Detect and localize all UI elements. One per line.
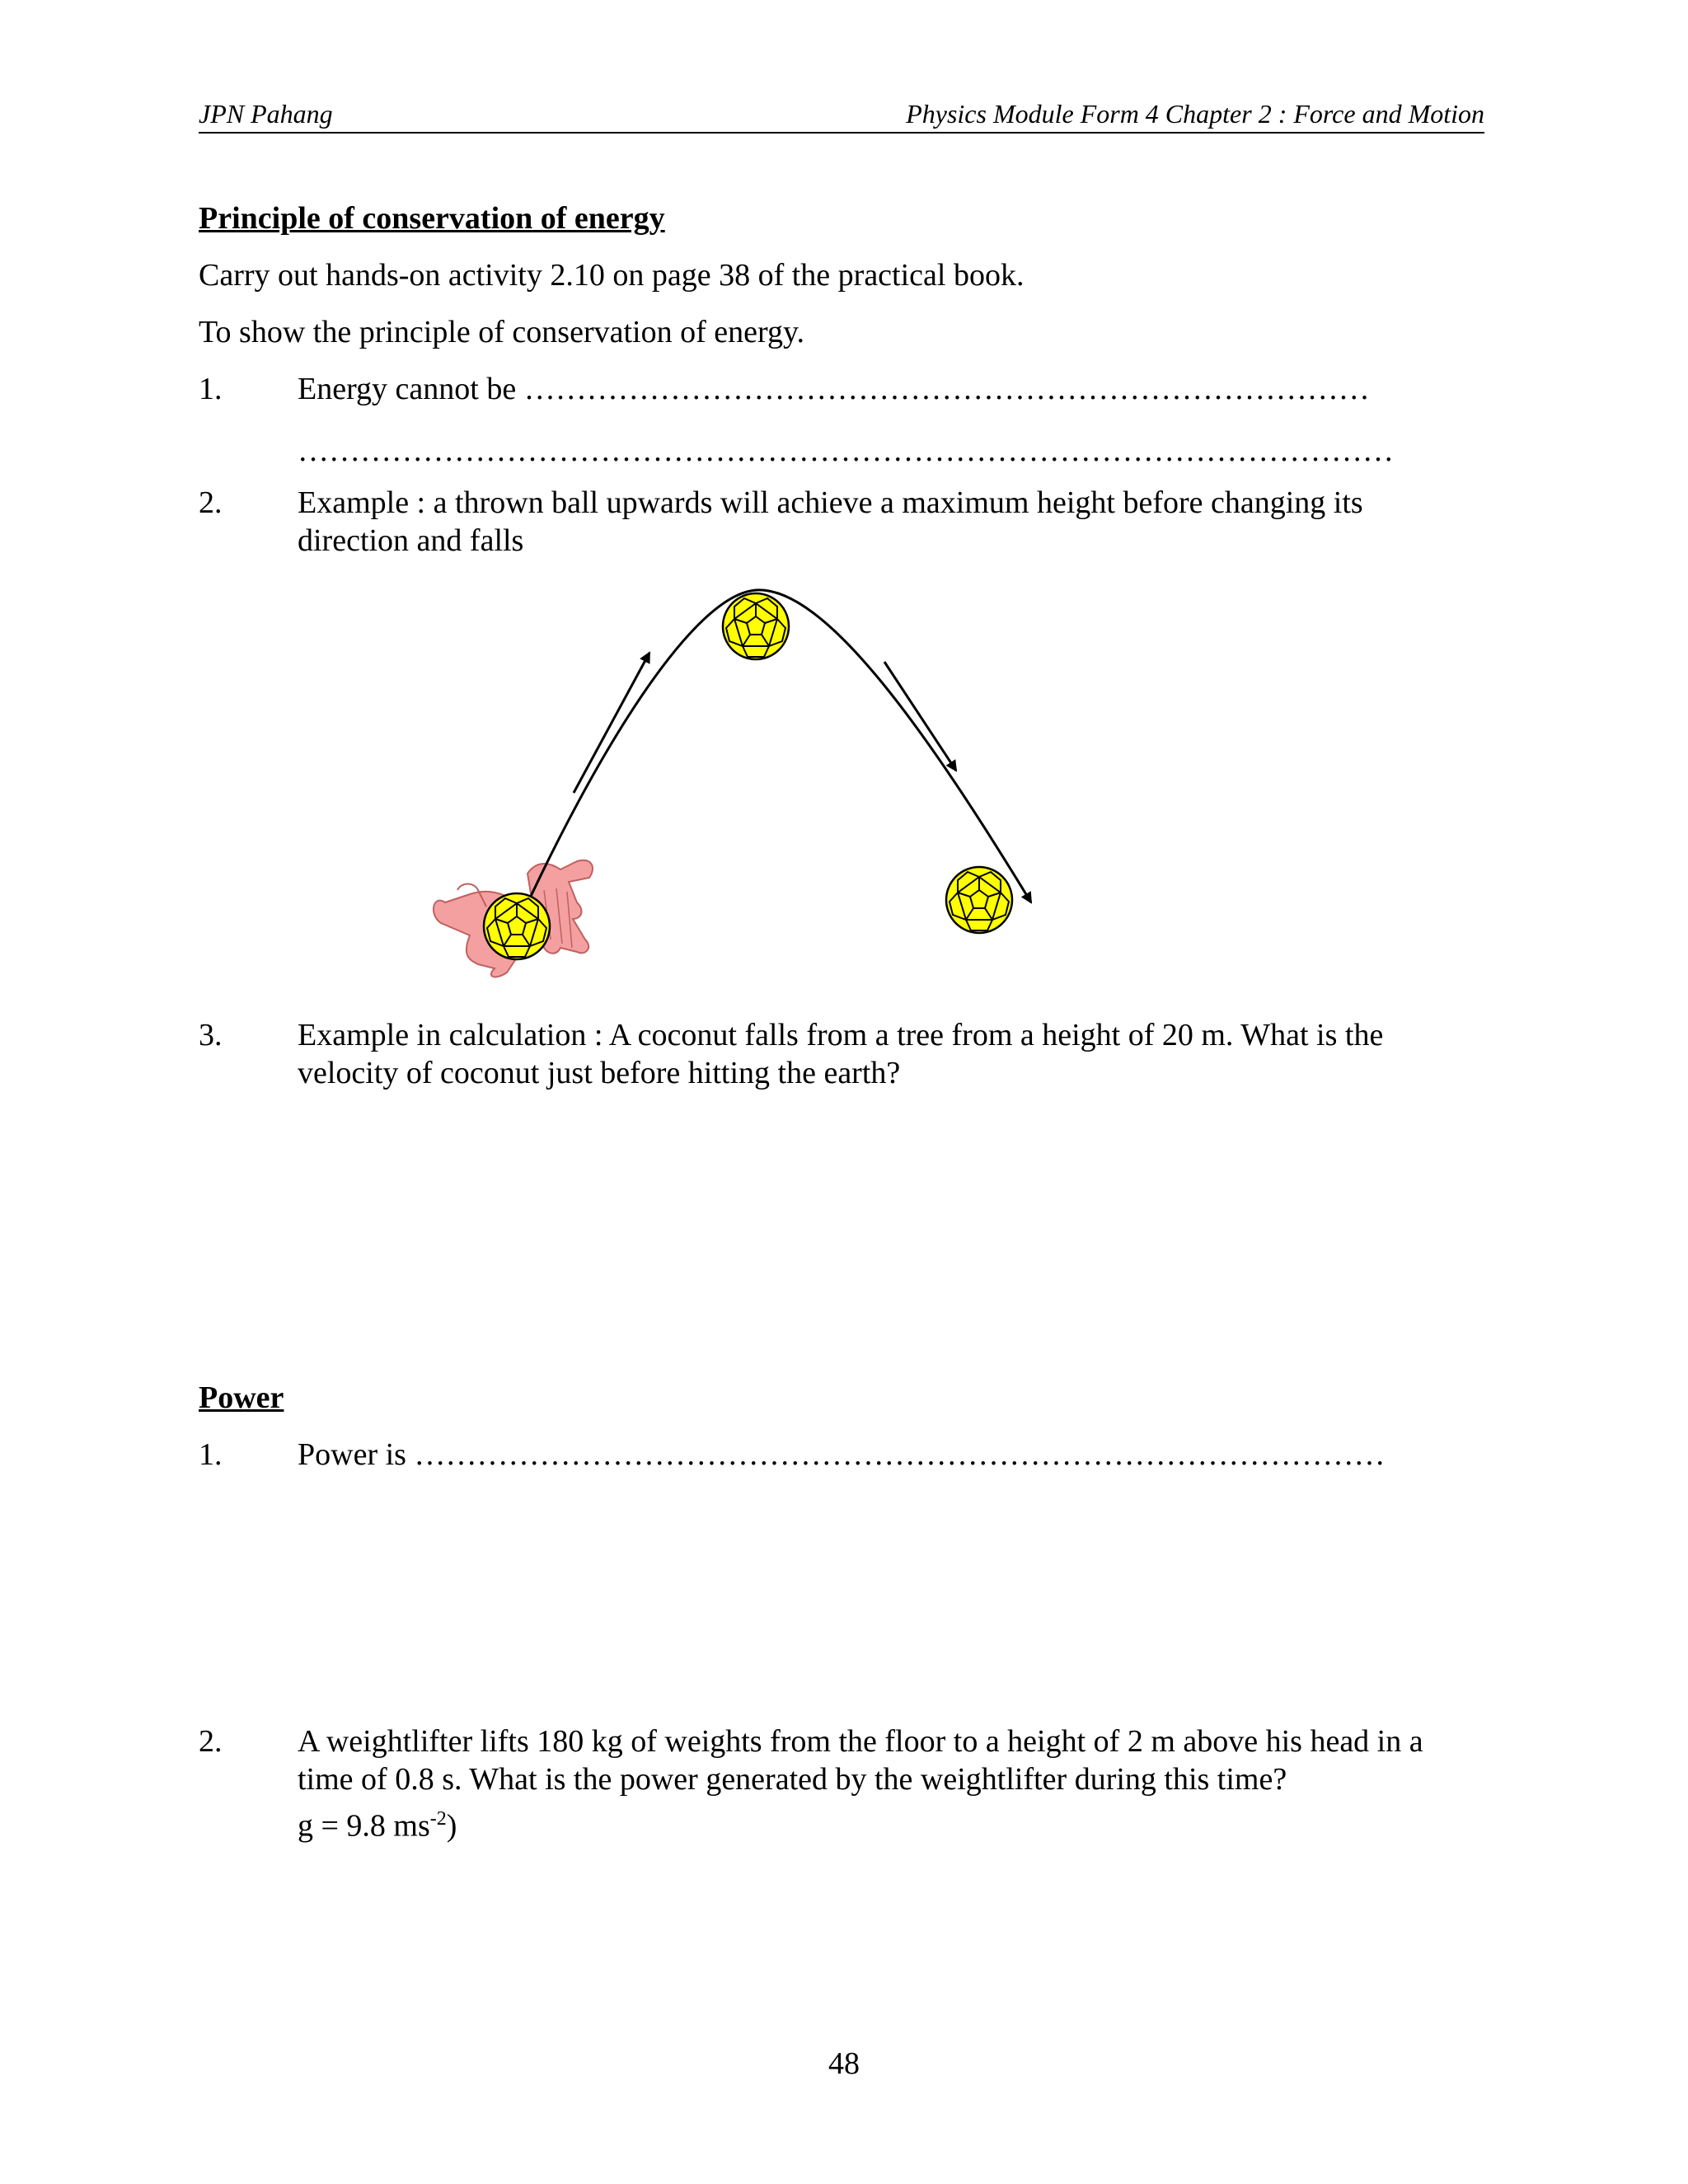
power-blank-line: Power is …………………………………………………………………………………: [298, 1437, 1386, 1472]
weightlifter-text-line1: A weightlifter lifts 180 kg of weights from the floor to a height of 2 m above his head in a: [298, 1724, 1423, 1759]
downward-arrow-icon: [884, 662, 956, 771]
calculation-text-line1: Example in calculation : A coconut falls from a tree from a height of 20 m. What is the: [298, 1018, 1384, 1052]
intro-text-1: Carry out hands-on activity 2.10 on page 38 of the practical book.: [199, 258, 1025, 293]
example-text-line2: direction and falls: [298, 523, 524, 558]
item-number: 1.: [199, 1437, 223, 1472]
gravity-value-text: g = 9.8 ms: [298, 1808, 430, 1844]
trajectory-curve: [518, 590, 1031, 925]
example-text-line1: Example : a thrown ball upwards will achieve a maximum height before changing its: [298, 485, 1363, 520]
energy-blank-line: Energy cannot be ………………………………………………………………………: [298, 372, 1370, 406]
section-title-power: Power: [199, 1380, 284, 1415]
item-number: 3.: [199, 1018, 223, 1052]
weightlifter-text-line2: time of 0.8 s. What is the power generated by the weightlifter during this time?: [298, 1762, 1287, 1797]
header-left: JPN Pahang: [199, 99, 333, 129]
intro-text-2: To show the principle of conservation of energy.: [199, 315, 804, 349]
ball-falling-icon: [946, 867, 1012, 933]
item-number: 2.: [199, 485, 223, 520]
gravity-value: [298, 1800, 457, 1845]
ball-in-hand-icon: [484, 893, 550, 959]
ball-at-peak-icon: [723, 593, 789, 659]
gravity-exponent: -2: [429, 1808, 447, 1830]
gravity-close-paren: ): [446, 1808, 457, 1844]
header-right: Physics Module Form 4 Chapter 2 : Force and Motion: [906, 99, 1484, 129]
page-header: [199, 97, 1484, 134]
section-title-conservation: Principle of conservation of energy: [199, 201, 665, 236]
hands-icon: [434, 860, 593, 977]
item-number: 1.: [199, 372, 223, 406]
upward-arrow-icon: [574, 653, 649, 793]
item-number: 2.: [199, 1724, 223, 1759]
page-number: 48: [828, 2046, 860, 2081]
calculation-text-line2: velocity of coconut just before hitting the earth?: [298, 1056, 901, 1090]
energy-blank-continuation: ……………………………………………………………………………………………: [298, 434, 1394, 468]
